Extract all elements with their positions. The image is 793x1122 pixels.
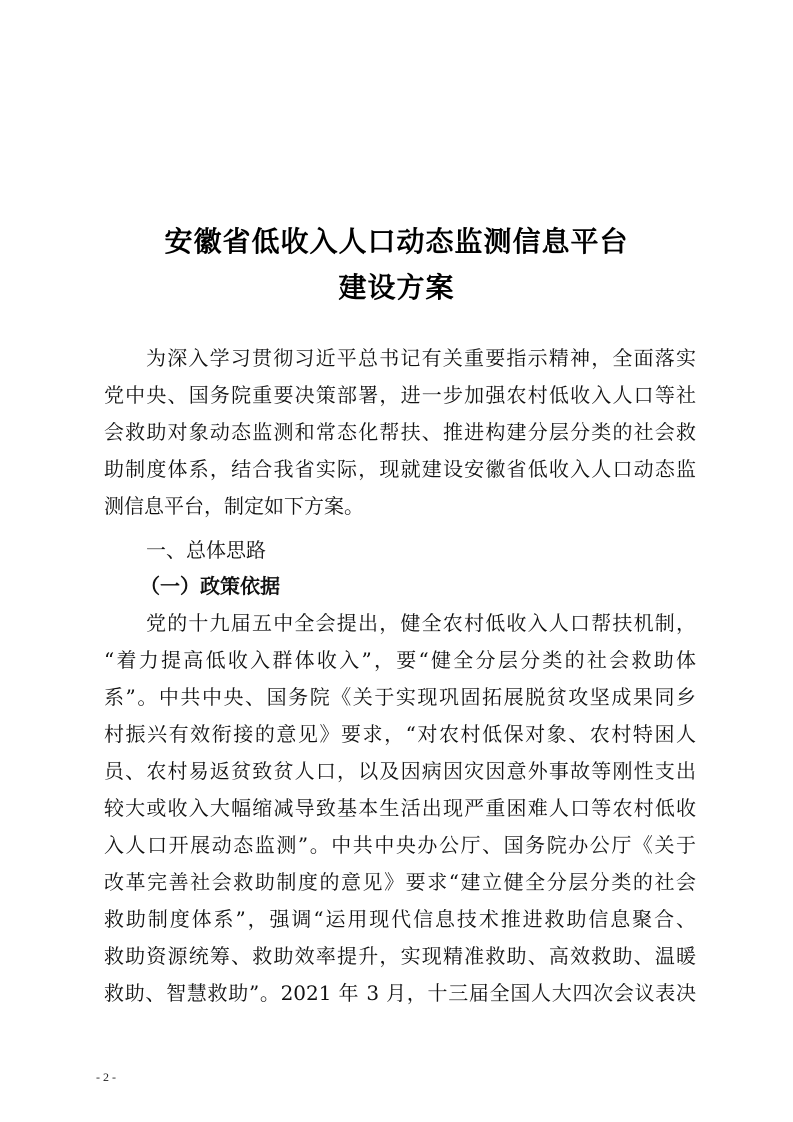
policy-line-6: 较大或收入大幅缩减导致基本生活出现严重困难人口等农村低收 (104, 796, 696, 820)
policy-line-2: “着力提高低收入群体收入”，要“健全分层分类的社会救助体 (104, 648, 696, 672)
policy-line-11: 救助、智慧救助”。2021 年 3 月，十三届全国人大四次会议表决 (104, 981, 696, 1005)
policy-line-9: 救助制度体系”，强调“运用现代信息技术推进救助信息聚合、 (104, 907, 696, 931)
intro-line-4: 助制度体系，结合我省实际，现就建设安徽省低收入人口动态监 (104, 457, 696, 481)
policy-line-8: 改革完善社会救助制度的意见》要求“建立健全分层分类的社会 (104, 870, 696, 894)
section-heading-overall-approach: 一、总体思路 (146, 538, 266, 562)
intro-line-5: 测信息平台，制定如下方案。 (104, 494, 364, 518)
policy-line-7: 入人口开展动态监测”。中共中央办公厅、国务院办公厅《关于 (104, 833, 696, 857)
policy-line-1: 党的十九届五中全会提出，健全农村低收入人口帮扶机制， (146, 611, 696, 635)
intro-line-3: 会救助对象动态监测和常态化帮扶、推进构建分层分类的社会救 (104, 420, 696, 444)
intro-line-1: 为深入学习贯彻习近平总书记有关重要指示精神，全面落实 (146, 346, 696, 370)
document-title-line2: 建设方案 (338, 271, 455, 304)
subsection-heading-policy-basis: （一）政策依据 (140, 574, 280, 598)
document-title-line1: 安徽省低收入人口动态监测信息平台 (164, 225, 629, 258)
policy-line-10: 救助资源统筹、救助效率提升，实现精准救助、高效救助、温暖 (104, 944, 696, 968)
intro-line-2: 党中央、国务院重要决策部署，进一步加强农村低收入人口等社 (104, 383, 696, 407)
policy-line-5: 员、农村易返贫致贫人口，以及因病因灾因意外事故等刚性支出 (104, 759, 696, 783)
policy-line-3: 系”。中共中央、国务院《关于实现巩固拓展脱贫攻坚成果同乡 (104, 685, 696, 709)
policy-line-4: 村振兴有效衔接的意见》要求，“对农村低保对象、农村特困人 (104, 722, 696, 746)
page-number: - 2 - (96, 1070, 116, 1084)
